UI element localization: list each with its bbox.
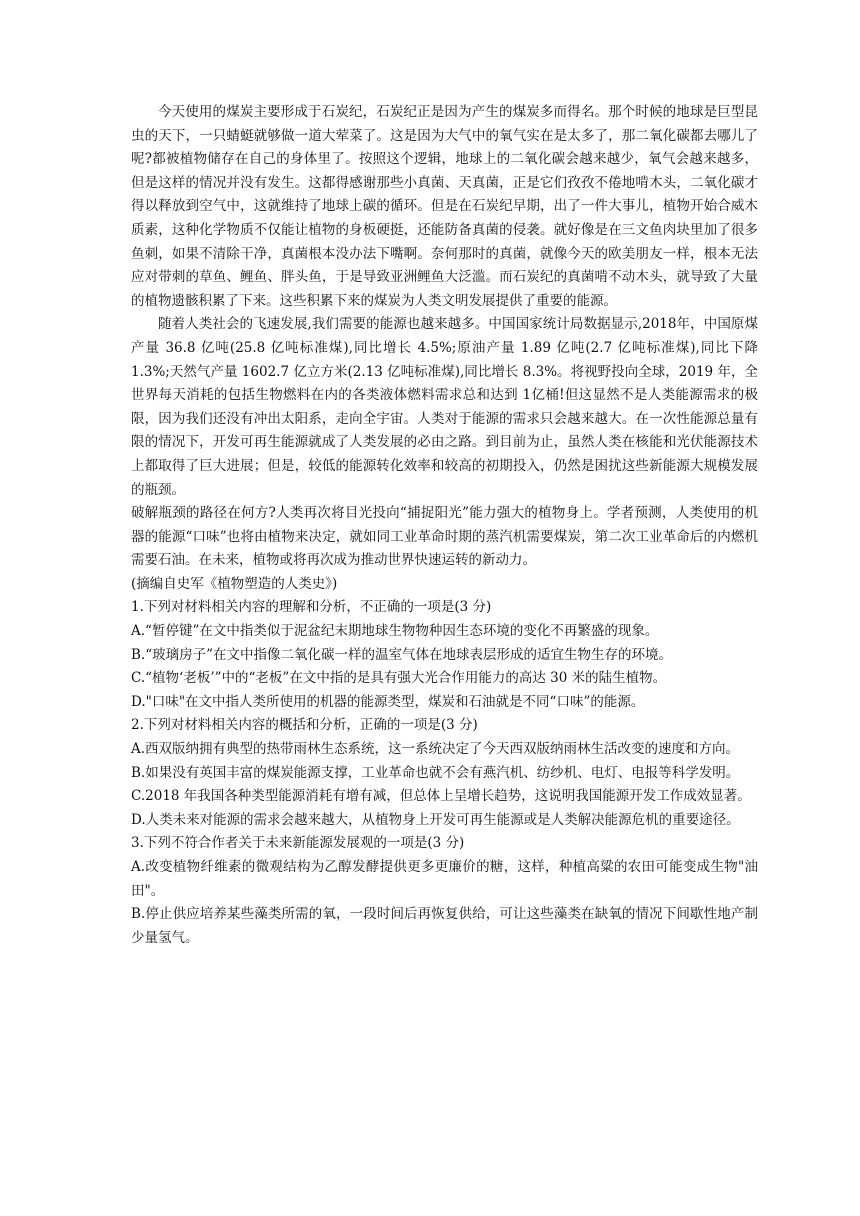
question-3-option-b: B.停止供应培养某些藻类所需的氧，一段时间后再恢复供给，可让这些藻类在缺氧的情况下间歇性地产制少量氢气。 xyxy=(131,906,758,946)
question-3-stem: 3.下列不符合作者关于未来新能源发展观的一项是(3 分) xyxy=(131,835,465,852)
question-1-option-d: D."口味"在文中指人类所使用的机器的能源类型，煤炭和石油就是不同“口味”的能源。 xyxy=(131,693,645,710)
question-1-option-b: B.“玻璃房子”在文中指像二氧化碳一样的温室气体在地球表层形成的适宜生物生存的环境。 xyxy=(131,646,673,663)
question-1-stem: 1.下列对材料相关内容的理解和分析，不正确的一项是(3 分) xyxy=(131,599,492,616)
question-2-stem: 2.下列对材料相关内容的概括和分析，正确的一项是(3 分) xyxy=(131,717,478,734)
passage-source: (摘编自史军《植物塑造的人类史》) xyxy=(131,575,338,592)
question-1-option-a: A.“暂停键”在文中指类似于泥盆纪末期地球生物物种因生态环境的变化不再繁盛的现象。 xyxy=(131,623,659,640)
question-2-option-b: B.如果没有英国丰富的煤炭能源支撑，工业革命也就不会有燕汽机、纺纱机、电灯、电报等科学发明。 xyxy=(131,764,740,781)
question-2-option-c: C.2018 年我国各种类型能源消耗有增有减，但总体上呈增长趋势，这说明我国能源开发工作成效显著。 xyxy=(131,788,751,805)
question-2-option-d: D.人类未来对能源的需求会越来越大，从植物身上开发可再生能源或是人类解决能源危机的重要途径。 xyxy=(131,811,740,828)
passage-paragraph-2: 随着人类社会的飞速发展,我们需要的能源也越来越多。中国国家统计局数据显示,2018年，中国原煤产量 36.8 亿吨(25.8 亿吨标准煤),同比增长 4.5%;原油产量 1.89 亿吨(2.7 亿吨标准煤),同比下降 1.3%;天然气产量 1602.7 亿立方米(2.13 亿吨标准煤),同比增长 8.3%。将视野投向全球，2019 年，全世界每天消耗的包括生物燃料在内的各类液体燃料需求总和达到 1亿桶!但这显然不是人类能源需求的极限，因为我们还没有冲出太阳系，走向全宇宙。人类对于能源的需求只会越来越大。在一次性能源总量有限的情况下，开发可再生能源就成了人类发展的必由之路。到目前为止，虽然人类在核能和光伏能源技术上都取得了巨大进展；但是，较低的能源转化效率和较高的初期投入，仍然是困扰这些新能源大规模发展的瓶颈。 xyxy=(131,316,758,498)
question-3-option-a: A.改变植物纤维素的微观结构为乙醇发酵提供更多更廉价的糖，这样，种植高粱的农田可能变成生物"油田"。 xyxy=(131,859,758,899)
passage-paragraph-3: 破解瓶颈的路径在何方?人类再次将目光投向“捕捉阳光”能力强大的植物身上。学者预测，人类使用的机器的能源“口味”也将由植物来决定，就如同工业革命时期的蒸汽机需要煤炭，第二次工业革命后的内燃机需要石油。在未来，植物或将再次成为推动世界快速运转的新动力。 xyxy=(131,505,758,569)
passage-paragraph-1: 今天使用的煤炭主要形成于石炭纪，石炭纪正是因为产生的煤炭多而得名。那个时候的地球是巨型昆虫的天下，一只蜻蜓就够做一道大荤菜了。这是因为大气中的氧气实在是太多了，那二氧化碳都去哪儿了呢?都被植物储存在自己的身体里了。按照这个逻辑，地球上的二氧化碳会越来越少，氧气会越来越多，但是这样的情况并没有发生。这都得感谢那些小真菌、天真菌，正是它们孜孜不倦地啃木头，二氧化碳才得以释放到空气中，这就维持了地球上碳的循环。但是在石炭纪早期，出了一件大事儿，植物开始合威木质素，这种化学物质不仅能让植物的身板硬挺，还能防备真菌的侵袭。就好像是在三文鱼肉块里加了很多鱼刺，如果不清除干净，真菌根本没办法下嘴啊。奈何那时的真菌，就像今天的欧美朋友一样，根本无法应对带刺的草鱼、鲤鱼、胖头鱼，于是导致亚洲鲤鱼大泛滥。而石炭纪的真菌啃不动木头，就导致了大量的植物遗骸积累了下来。这些积累下来的煤炭为人类文明发展提供了重要的能源。 xyxy=(131,104,758,309)
question-2-option-a: A.西双版纳拥有典型的热带雨林生态系统，这一系统决定了今天西双版纳雨林生活改变的速度和方向。 xyxy=(131,741,740,758)
question-1-option-c: C.“植物‘老板’”中的“老板”在文中指的是具有强大光合作用能力的高达 30 米的陆生植物。 xyxy=(131,670,667,687)
